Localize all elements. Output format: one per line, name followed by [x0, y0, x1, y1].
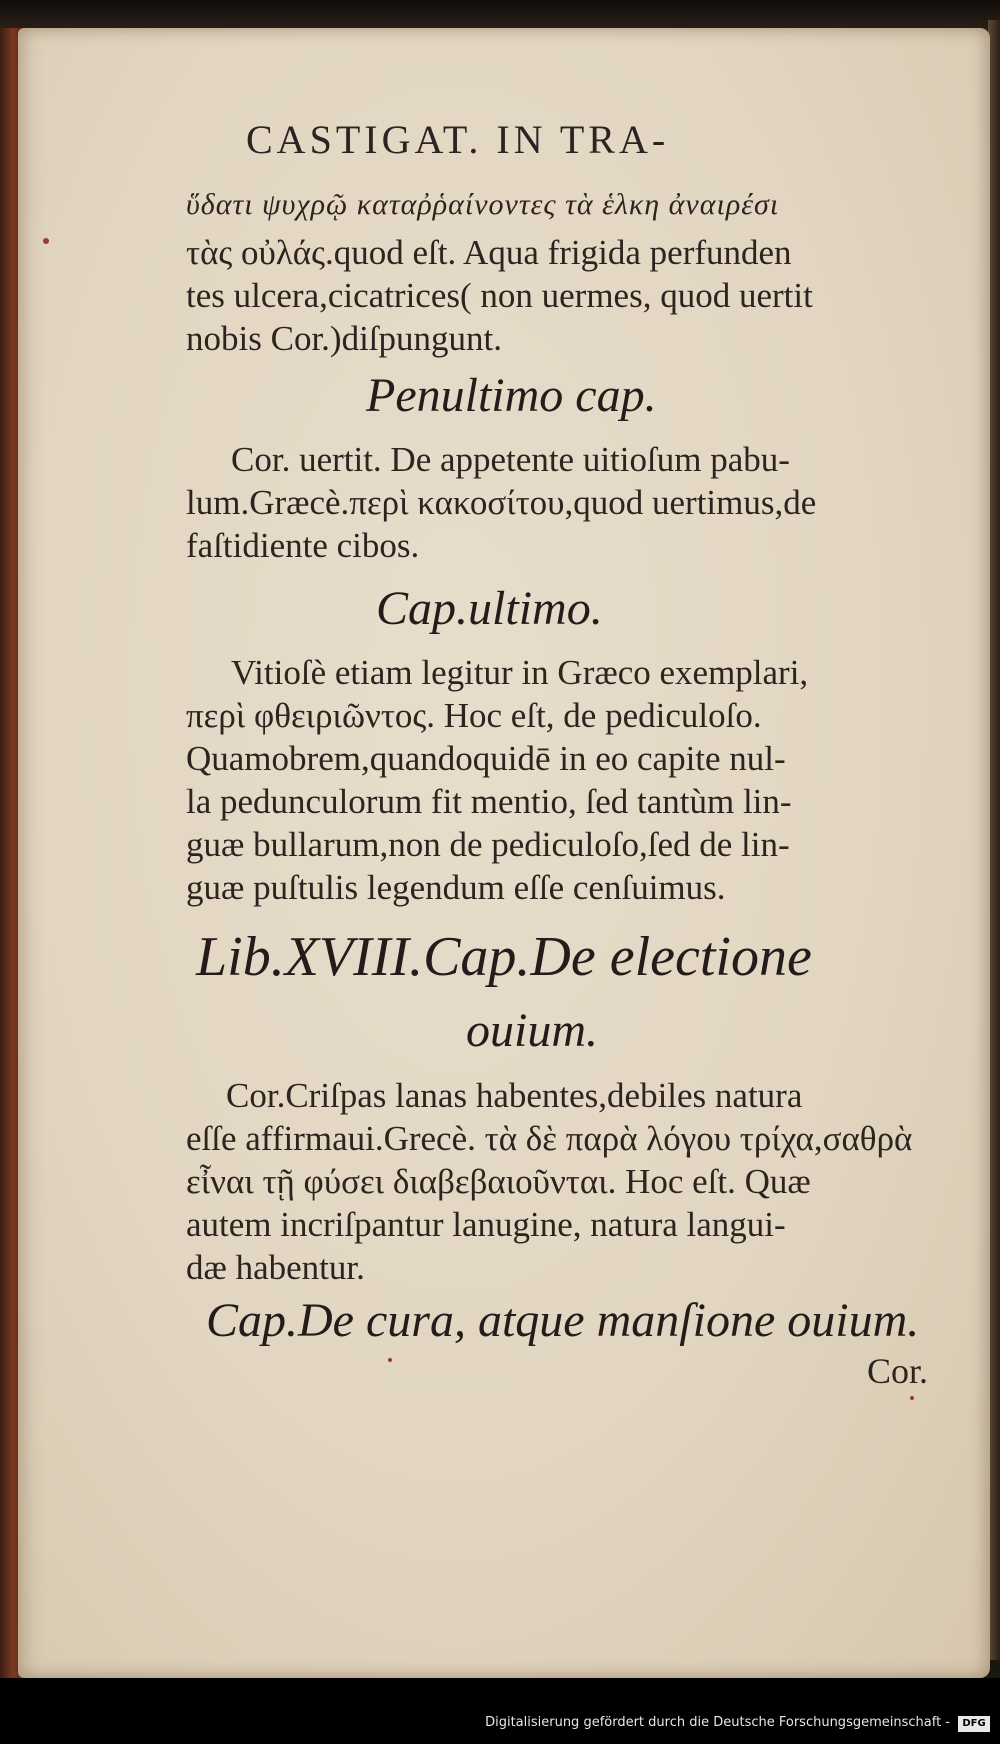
ink-speck	[388, 1358, 392, 1362]
text-line: ὕδατι ψυχρῷ καταῤῥαίνοντες τὰ ἑλκη ἀναιρέσι	[186, 188, 780, 221]
ink-speck	[43, 238, 49, 244]
book-heading: Lib.XVIII.Cap.De electione	[196, 926, 812, 988]
text-line: tes ulcera,cicatrices( non uermes, quod uertit	[186, 276, 813, 315]
book-top-edge	[0, 0, 1000, 30]
text-line: τὰς οὐλάς.quod eſt. Aqua frigida perfunden	[186, 233, 792, 272]
text-line: nobis Cor.)diſpungunt.	[186, 319, 502, 358]
text-line: lum.Græcè.περὶ κακοσίτου,quod uertimus,de	[186, 483, 817, 522]
section-heading: Penultimo cap.	[366, 369, 657, 422]
text-line: dæ habentur.	[186, 1248, 365, 1287]
ink-speck	[910, 1396, 914, 1400]
text-line: Cor. uertit. De appetente uitioſum pabu-	[231, 440, 790, 479]
text-line: Vitioſè etiam legitur in Græco exemplari,	[231, 653, 809, 692]
catchword: Cor.	[866, 1351, 928, 1391]
section-heading: Cap.ultimo.	[376, 582, 603, 635]
text-line: περὶ φθειριῶντος. Hoc eſt, de pediculoſo.	[186, 696, 762, 735]
text-line: guæ puſtulis legendum eſſe cenſuimus.	[186, 868, 726, 907]
dfg-logo: DFG	[958, 1716, 990, 1732]
text-line: Quamobrem,quandoquidē in eo capite nul-	[186, 739, 786, 778]
footer-bar	[0, 1678, 1000, 1744]
text-line: Cor.Criſpas lanas habentes,debiles natura	[226, 1076, 803, 1115]
text-line: eſſe affirmaui.Grecè. τὰ δὲ παρὰ λόγου τρίχα,σαθρὰ	[186, 1119, 913, 1158]
running-head: CASTIGAT. IN TRA-	[246, 117, 670, 162]
text-line: autem incriſpantur lanugine, natura langui-	[186, 1205, 786, 1244]
text-line: la pedunculorum fit mentio, ſed tantùm lin-	[186, 782, 792, 821]
book-heading-continuation: ouium.	[466, 1004, 598, 1057]
section-heading: Cap.De cura, atque manſione ouium.	[206, 1294, 920, 1347]
text-line: guæ bullarum,non de pediculoſo,ſed de lin-	[186, 825, 790, 864]
book-page	[18, 28, 990, 1678]
text-line: εἶναι τῇ φύσει διαβεβαιοῦνται. Hoc eſt. Quæ	[186, 1162, 811, 1201]
text-line: faſtidiente cibos.	[186, 526, 420, 565]
footer-credit: Digitalisierung gefördert durch die Deutsche Forschungsgemeinschaft -	[485, 1715, 950, 1730]
